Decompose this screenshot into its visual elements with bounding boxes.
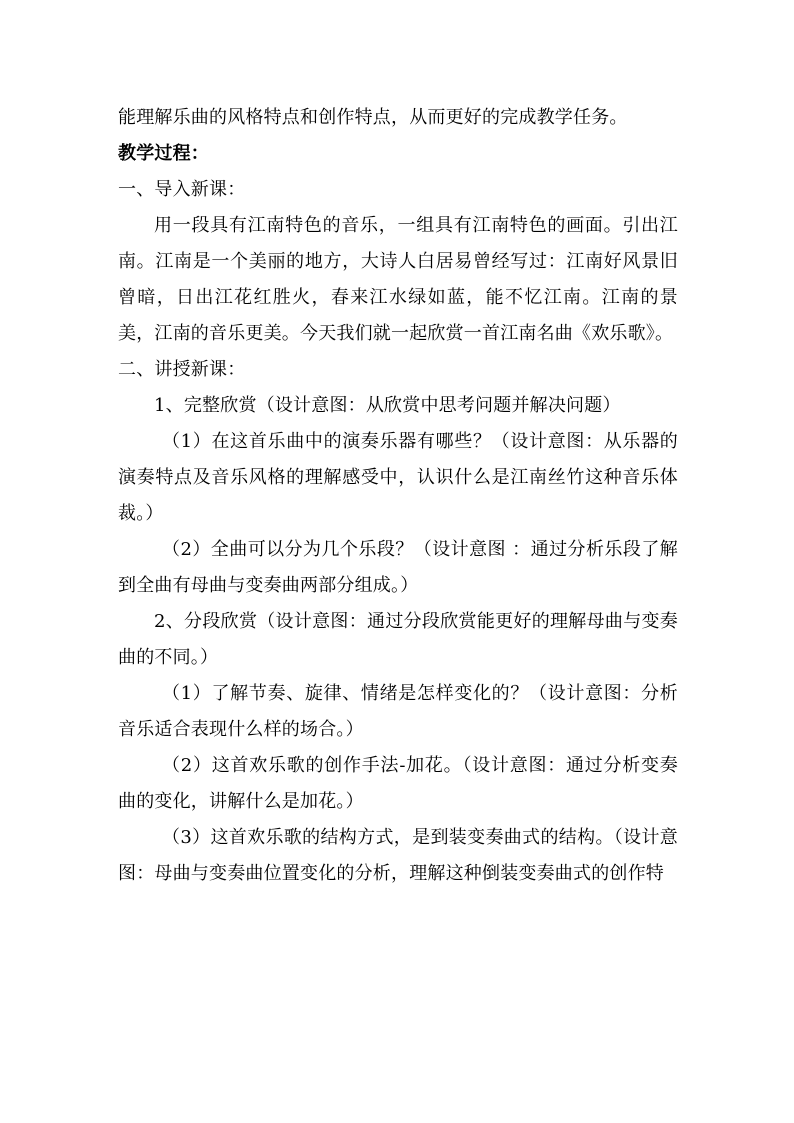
heading-section-one: 一、导入新课： (118, 179, 246, 200)
heading-teaching-process: 教学过程： (118, 143, 209, 164)
paragraph-instruments: （1）在这首乐曲中的演奏乐器有哪些？（设计意图：从乐器的演奏特点及音乐风格的理解感受中，认识什么是江南丝竹这种音乐体裁。） (118, 431, 678, 524)
document-body (118, 100, 678, 892)
paragraph-segment-listening: 2、分段欣赏（设计意图：通过分段欣赏能更好的理解母曲与变奏曲的不同。） (118, 611, 678, 668)
paragraph-ornamentation: （2）这首欢乐歌的创作手法-加花。（设计意图：通过分析变奏曲的变化，讲解什么是加花。） (118, 755, 678, 812)
paragraph-sections: （2）全曲可以分为几个乐段？（设计意图 ：通过分析乐段了解到全曲有母曲与变奏曲两部分组成。） (118, 539, 678, 596)
paragraph-lead-in: 用一段具有江南特色的音乐，一组具有江南特色的画面。引出江南。江南是一个美丽的地方，大诗人白居易曾经写过：江南好风景旧曾暗，日出江花红胜火，春来江水绿如蓝，能不忆江南。江南的景美，江南的音乐更美。今天我们就一起欣赏一首江南名曲《欢乐歌》。 (118, 215, 678, 344)
heading-section-two: 二、讲授新课： (118, 359, 246, 380)
paragraph-full-listening: 1、完整欣赏（设计意图：从欣赏中思考问题并解决问题） (154, 395, 621, 416)
paragraph-intro-continuation: 能理解乐曲的风格特点和创作特点，从而更好的完成教学任务。 (118, 107, 628, 128)
paragraph-rhythm-melody: （1）了解节奏、旋律、情绪是怎样变化的？（设计意图：分析音乐适合表现什么样的场合。） (118, 683, 678, 740)
paragraph-structure: （3）这首欢乐歌的结构方式，是到装变奏曲式的结构。（设计意图：母曲与变奏曲位置变化的分析，理解这种倒装变奏曲式的创作特 (118, 827, 678, 884)
